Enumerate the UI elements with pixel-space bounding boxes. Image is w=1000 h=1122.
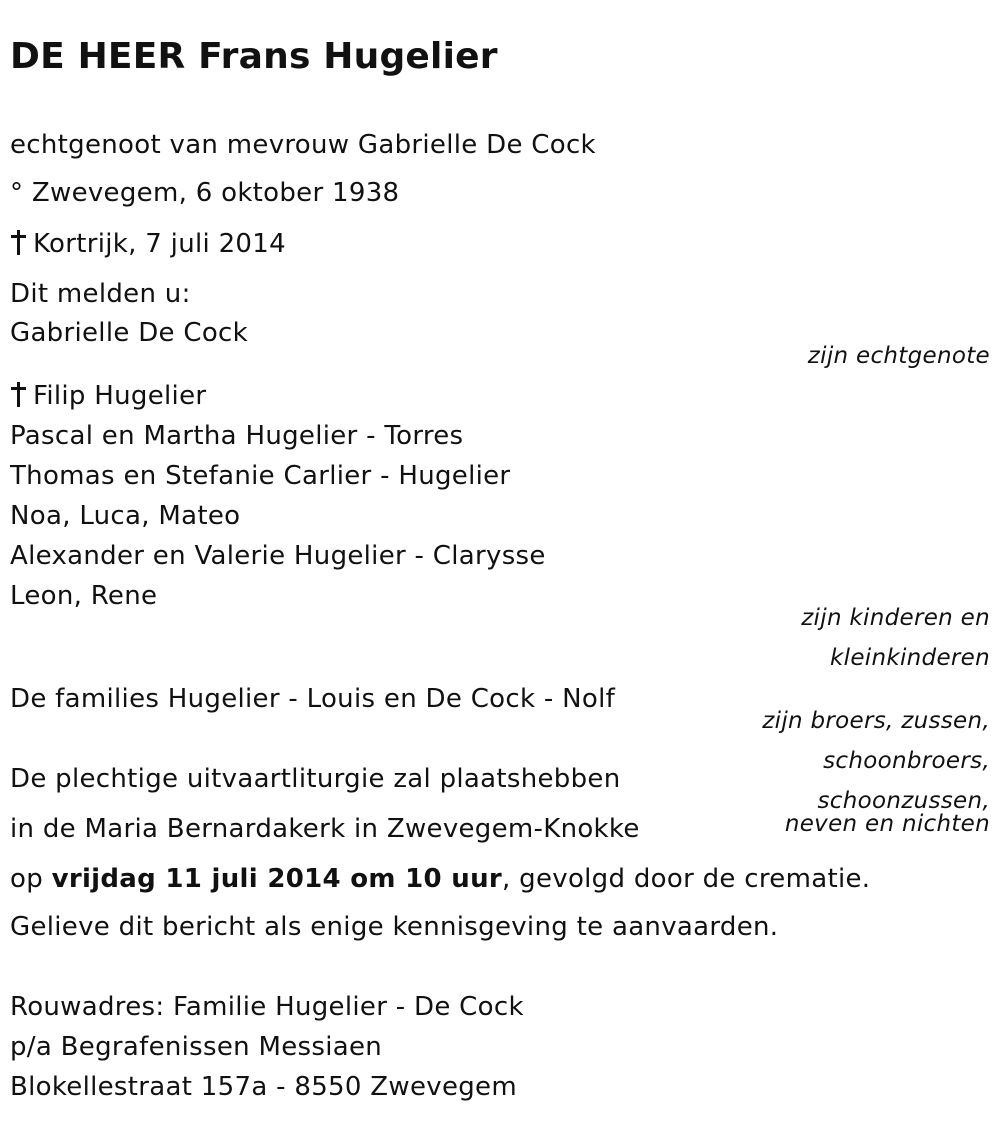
families-role-line: schoonzussen, <box>817 788 990 814</box>
child-line: Alexander en Valerie Hugelier - Clarysse <box>10 541 546 571</box>
birth-text: Zwevegem, 6 oktober 1938 <box>31 178 400 208</box>
families-role-line: neven en nichten <box>784 811 990 837</box>
ceremony-date-line <box>10 864 870 894</box>
notice-line: Gelieve dit bericht als enige kennisgeving te aanvaarden. <box>10 912 779 942</box>
deceased-child-name: Filip Hugelier <box>33 381 207 411</box>
ceremony-line: in de Maria Bernardakerk in Zwevegem-Knokke <box>10 814 640 844</box>
spouse-role: zijn echtgenote <box>807 343 990 369</box>
address-line: p/a Begrafenissen Messiaen <box>10 1032 383 1062</box>
families-role-line: schoonbroers, <box>823 748 990 774</box>
child-line: Noa, Luca, Mateo <box>10 501 241 531</box>
children-role-line: kleinkinderen <box>830 645 990 671</box>
death-text: Kortrijk, 7 juli 2014 <box>33 229 286 259</box>
child-line: Pascal en Martha Hugelier - Torres <box>10 421 464 451</box>
cross-icon <box>10 381 28 407</box>
announcers-label: Dit melden u: <box>10 279 191 309</box>
death-line <box>10 229 286 259</box>
page-title: DE HEER Frans Hugelier <box>10 36 498 77</box>
ceremony-date: vrijdag 11 juli 2014 om 10 uur <box>51 864 503 894</box>
address-line: Blokellestraat 157a - 8550 Zwevegem <box>10 1072 517 1102</box>
ceremony-suffix: , gevolgd door de crematie. <box>502 864 871 894</box>
birth-symbol: ° <box>10 178 24 208</box>
ceremony-line: De plechtige uitvaartliturgie zal plaatshebben <box>10 764 621 794</box>
spouse-name: Gabrielle De Cock <box>10 318 248 348</box>
families-role-line: zijn broers, zussen, <box>762 708 990 734</box>
families-line: De families Hugelier - Louis en De Cock - Nolf <box>10 684 616 714</box>
address-line: Rouwadres: Familie Hugelier - De Cock <box>10 992 524 1022</box>
ceremony-prefix: op <box>10 864 52 894</box>
cross-icon <box>10 229 28 255</box>
deceased-child-line <box>10 381 206 411</box>
children-role-line: zijn kinderen en <box>801 605 990 631</box>
child-line: Thomas en Stefanie Carlier - Hugelier <box>10 461 511 491</box>
birth-line <box>10 178 399 208</box>
spouse-line: echtgenoot van mevrouw Gabrielle De Cock <box>10 130 596 160</box>
child-line: Leon, Rene <box>10 581 158 611</box>
